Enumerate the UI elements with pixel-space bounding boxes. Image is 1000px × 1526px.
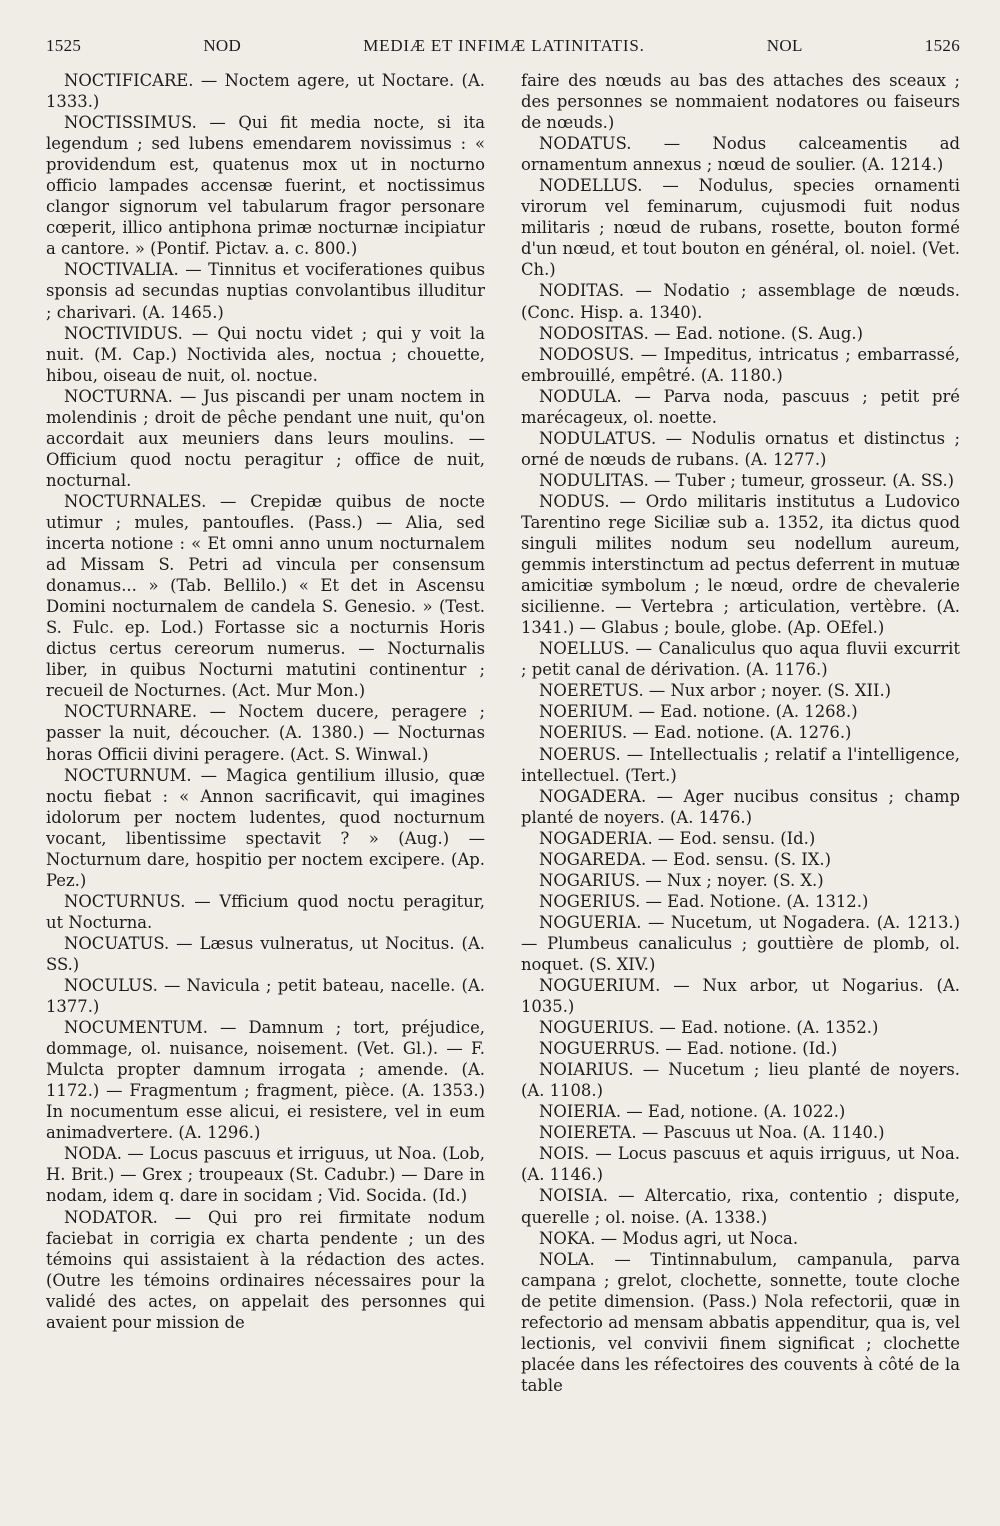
left-page-number: 1525 bbox=[46, 36, 82, 55]
right-column bbox=[521, 70, 960, 1396]
entry: NODATUS. — Nodus calceamentis ad ornamentum annexus ; nœud de soulier. (A. 1214.) bbox=[521, 134, 960, 175]
entry: NOCTIFICARE. — Noctem agere, ut Noctare. (A. 1333.) bbox=[46, 71, 485, 112]
entry: NODATOR. — Qui pro rei firmitate nodum faciebat in corrigia ex charta pendente ; un des témoins qui assistaient à la rédaction des actes. (Outre les témoins ordinaires nécessaires pour la validé des actes, on appelait des personnes qui avaient pour mission de bbox=[46, 1207, 485, 1332]
right-page-number: 1526 bbox=[924, 36, 960, 55]
entry: NOERUS. — Intellectualis ; relatif a l'intelligence, intellectuel. (Tert.) bbox=[521, 744, 960, 785]
entry: NOIERIA. — Ead, notione. (A. 1022.) bbox=[539, 1102, 846, 1122]
entry: NOGUERIUS. — Ead. notione. (A. 1352.) bbox=[539, 1018, 879, 1038]
left-guide-word: NOD bbox=[203, 36, 242, 55]
right-guide-word: NOL bbox=[766, 36, 803, 55]
entry: NODOSUS. — Impeditus, intricatus ; embarrassé, embrouillé, empêtré. (A. 1180.) bbox=[521, 344, 960, 385]
entry: NODITAS. — Nodatio ; assemblage de nœuds. (Conc. Hisp. a. 1340). bbox=[521, 281, 960, 322]
entry: NOKA. — Modus agri, ut Noca. bbox=[539, 1228, 799, 1248]
running-header bbox=[46, 36, 960, 66]
entry: NOCTISSIMUS. — Qui fit media nocte, si ita legendum ; sed lubens emendarem novissimus : « providendum est, quatenus mox ut in nocturno officio lampades accensæ fuerint, et noctissimus clangor signorum vel tabularum fragor personare cœperit, illico antiphona primæ nocturnæ incipiatur a cantore. » (Pontif. Pictav. a. c. 800.) bbox=[46, 113, 485, 259]
entry: NOGERIUS. — Ead. Notione. (A. 1312.) bbox=[539, 891, 869, 911]
entry: NODA. — Locus pascuus et irriguus, ut Noa. (Lob, H. Brit.) — Grex ; troupeaux (St. Cadubr.) — Dare in nodam, idem q. dare in socidam ; Vid. Socida. (Id.) bbox=[46, 1144, 485, 1206]
entry: NOGUERIUM. — Nux arbor, ut Nogarius. (A. 1035.) bbox=[521, 976, 960, 1017]
entry: NOCTIVALIA. — Tinnitus et vociferationes quibus sponsis ad secundas nuptias convolantibus illuditur ; charivari. (A. 1465.) bbox=[46, 260, 485, 322]
text-columns bbox=[46, 70, 960, 1396]
entry: NOCTURNA. — Jus piscandi per unam noctem in molendinis ; droit de pêche pendant une nuit, qu'on accordait aux meuniers dans leurs moulins. — Officium quod noctu peragitur ; office de nuit, nocturnal. bbox=[46, 386, 485, 490]
entry: NODULITAS. — Tuber ; tumeur, grosseur. (A. SS.) bbox=[539, 470, 955, 490]
entry: NOCUATUS. — Læsus vulneratus, ut Nocitus. (A. SS.) bbox=[46, 933, 485, 974]
entry-continuation: faire des nœuds au bas des attaches des sceaux ; des personnes se nommaient nodatores ou faiseurs de nœuds.) bbox=[521, 71, 960, 133]
entry: NODULA. — Parva noda, pascuus ; petit pré marécageux, ol. noette. bbox=[521, 386, 960, 427]
entry: NOERETUS. — Nux arbor ; noyer. (S. XII.) bbox=[539, 681, 892, 701]
entry: NOCTURNARE. — Noctem ducere, peragere ; passer la nuit, découcher. (A. 1380.) — Nocturnas horas Officii divini peragere. (Act. S. Winwal.) bbox=[46, 702, 485, 764]
entry: NOGUERRUS. — Ead. notione. (Id.) bbox=[539, 1039, 838, 1059]
entry: NOIERETA. — Pascuus ut Noa. (A. 1140.) bbox=[539, 1123, 885, 1143]
entry: NOELLUS. — Canaliculus quo aqua fluvii excurrit ; petit canal de dérivation. (A. 1176.) bbox=[521, 639, 960, 680]
entry: NOERIUM. — Ead. notione. (A. 1268.) bbox=[539, 702, 858, 722]
entry: NOGADERA. — Ager nucibus consitus ; champ planté de noyers. (A. 1476.) bbox=[521, 786, 960, 827]
entry: NOERIUS. — Ead. notione. (A. 1276.) bbox=[539, 723, 852, 743]
entry: NOLA. — Tintinnabulum, campanula, parva campana ; grelot, clochette, sonnette, toute cloche de petite dimension. (Pass.) Nola refectorii, quæ in refectorio ad mensam abbatis appenditur, qua is, vel lectionis, vel convivii finem significat ; clochette placée dans les réfectoires des couvents à côté de la table bbox=[521, 1249, 960, 1395]
running-title: MEDIÆ ET INFIMÆ LATINITATIS. bbox=[363, 36, 645, 55]
entry: NOCUMENTUM. — Damnum ; tort, préjudice, dommage, ol. nuisance, noisement. (Vet. Gl.). — F. Mulcta propter damnum irrogata ; amende. (A. 1172.) — Fragmentum ; fragment, pièce. (A. 1353.) In nocumentum esse alicui, ei resistere, vel in eum animadvertere. (A. 1296.) bbox=[46, 1018, 485, 1143]
entry: NOGAREDA. — Eod. sensu. (S. IX.) bbox=[539, 849, 832, 869]
entry: NOGARIUS. — Nux ; noyer. (S. X.) bbox=[539, 870, 824, 890]
entry: NOGUERIA. — Nucetum, ut Nogadera. (A. 1213.) — Plumbeus canaliculus ; gouttière de plomb, ol. noquet. (S. XIV.) bbox=[521, 912, 960, 974]
entry: NOIS. — Locus pascuus et aquis irriguus, ut Noa. (A. 1146.) bbox=[521, 1144, 960, 1185]
entry: NODUS. — Ordo militaris institutus a Ludovico Tarentino rege Siciliæ sub a. 1352, ita dictus quod singuli milites nodum seu nodellum aureum, gemmis interstinctum ad pectus deferrent in mutuæ amicitiæ symbolum ; le nœud, ordre de chevalerie sicilienne. — Vertebra ; articulation, vertèbre. (A. 1341.) — Glabus ; boule, globe. (Ap. OEfel.) bbox=[521, 491, 960, 638]
entry: NODULATUS. — Nodulis ornatus et distinctus ; orné de nœuds de rubans. (A. 1277.) bbox=[521, 428, 960, 469]
entry: NOISIA. — Altercatio, rixa, contentio ; dispute, querelle ; ol. noise. (A. 1338.) bbox=[521, 1186, 960, 1227]
left-column bbox=[46, 70, 485, 1396]
entry: NOCTURNUM. — Magica gentilium illusio, quæ noctu fiebat : « Annon sacrificavit, qui imagines idolorum per noctem ludentes, quod nocturnum vocant, libentissime spectavit ? » (Aug.) — Nocturnum dare, hospitio per noctem excipere. (Ap. Pez.) bbox=[46, 765, 485, 890]
entry: NOCTURNALES. — Crepidæ quibus de nocte utimur ; mules, pantoufles. (Pass.) — Alia, sed incerta notione : « Et omni anno unum nocturnalem ad Missam S. Petri ad vincula per consensum donamus... » (Tab. Bellilo.) « Et det in Ascensu Domini nocturnalem de candela S. Genesio. » (Test. S. Fulc. ep. Lod.) Fortasse sic a nocturnis Horis dictus certus cereorum numerus. — Nocturnalis liber, in quibus Nocturni matutini continentur ; recueil de Nocturnes. (Act. Mur Mon.) bbox=[46, 491, 485, 701]
entry: NODELLUS. — Nodulus, species ornamenti virorum vel feminarum, cujusmodi fuit nodus militaris ; nœud de rubans, rosette, bouton formé d'un nœud, et tout bouton en général, ol. noiel. (Vet. Ch.) bbox=[521, 176, 960, 280]
entry: NOGADERIA. — Eod. sensu. (Id.) bbox=[539, 828, 816, 848]
entry: NOIARIUS. — Nucetum ; lieu planté de noyers. (A. 1108.) bbox=[521, 1060, 960, 1101]
entry: NOCTIVIDUS. — Qui noctu videt ; qui y voit la nuit. (M. Cap.) Noctivida ales, noctua ; chouette, hibou, oiseau de nuit, ol. noctue. bbox=[46, 323, 485, 385]
entry: NODOSITAS. — Ead. notione. (S. Aug.) bbox=[539, 323, 863, 343]
entry: NOCULUS. — Navicula ; petit bateau, nacelle. (A. 1377.) bbox=[46, 976, 485, 1017]
entry: NOCTURNUS. — Vfficium quod noctu peragitur, ut Nocturna. bbox=[46, 891, 485, 932]
